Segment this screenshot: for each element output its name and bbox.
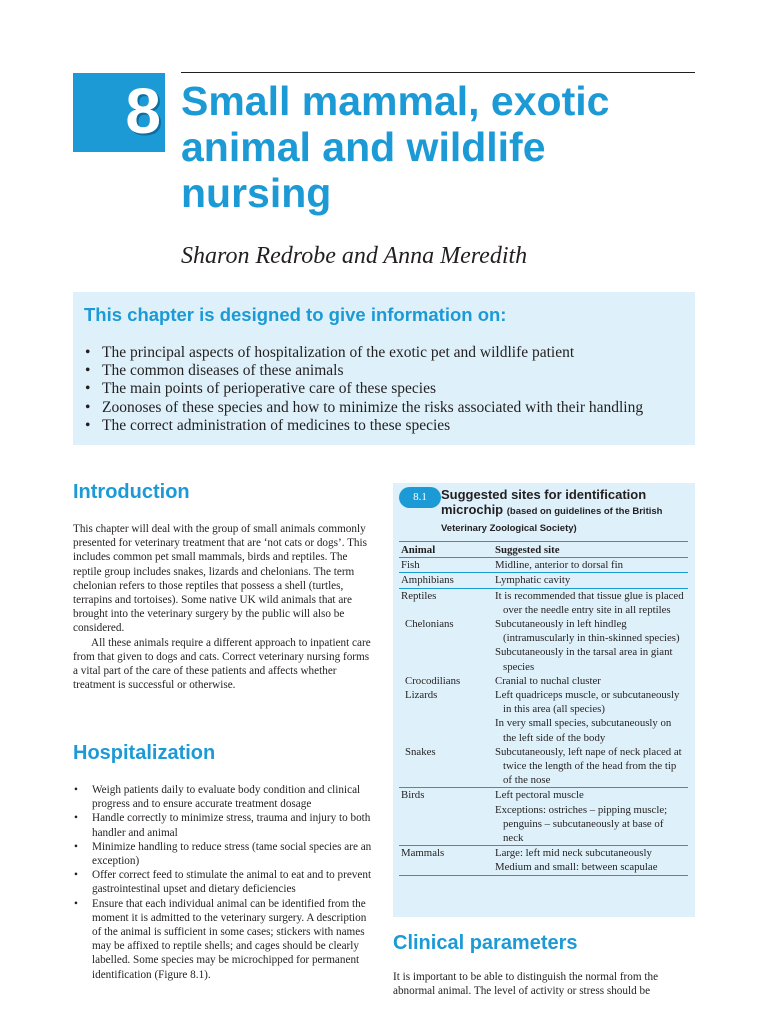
site-text: It is recommended that tissue glue is placed over the needle entry site in all reptiles: [495, 589, 684, 616]
figure-8-1: [393, 483, 695, 917]
introduction-paragraph: This chapter will deal with the group of small animals commonly presented for veterinary treatment that are ‘not cats or dogs’. This includes common pet small mammals, birds and reptiles. The reptile group includes snakes, lizards and chelonians. The term chelonian refers to those reptiles that possess a shell (turtles, terrapins and tortoises). Some native UK wild animals that are brought into the veterinary surgery by the public will also be considered.: [73, 523, 367, 635]
animal-cell: Amphibians: [399, 573, 493, 588]
introduction-paragraph: All these animals require a different approach to inpatient care from that given to dogs and cats. Correct veterinary nursing forms a vital part of the care of these patients and affects whether treatment is successful or otherwise.: [73, 636, 371, 692]
objectives-list: [85, 344, 643, 435]
microchip-sites-table: [399, 541, 688, 876]
table-row: [399, 573, 688, 588]
site-cell: [493, 745, 688, 788]
header-rule: [181, 72, 695, 73]
introduction-text: [73, 522, 375, 692]
site-text: Exceptions: ostriches – pipping muscle; penguins – subcutaneously at base of neck: [495, 803, 668, 845]
hospitalization-item: • Handle correctly to minimize stress, trauma and injury to both handler and animal: [73, 811, 375, 839]
clinical-parameters-text: It is important to be able to distinguish the normal from the abnormal animal. The level of activity or stress should be: [393, 971, 659, 998]
site-cell: [493, 588, 688, 617]
animal-cell: Snakes: [405, 745, 436, 758]
objectives-heading: This chapter is designed to give information on:: [84, 304, 507, 325]
site-cell: [493, 674, 688, 688]
animal-cell: Lizards: [405, 689, 438, 702]
site-text: Cranial to nuchal cluster: [495, 674, 601, 687]
site-text: Midline, anterior to dorsal fin: [495, 559, 624, 572]
site-text: Subcutaneously in the tarsal area in giant species: [495, 646, 673, 673]
clinical-parameters-heading: Clinical parameters: [393, 932, 578, 954]
chapter-title: Small mammal, exotic animal and wildlife nursing: [181, 78, 610, 216]
chapter-number: 8: [125, 75, 161, 147]
site-cell: [493, 558, 688, 573]
table-row: [399, 846, 688, 875]
site-cell: [493, 846, 688, 875]
animal-cell: Fish: [401, 559, 420, 572]
hospitalization-item: • Minimize handling to reduce stress (tame social species are an exception): [73, 840, 375, 868]
site-text: Medium and small: between scapulae: [495, 861, 658, 874]
figure-caption: [441, 487, 691, 536]
objective-item: • The correct administration of medicines to these species: [85, 417, 643, 435]
objectives-box: [73, 292, 695, 445]
table-header-animal: Animal: [399, 542, 493, 558]
hospitalization-item: • Weigh patients daily to evaluate body condition and clinical progress and to ensure accurate treatment dosage: [73, 783, 375, 811]
site-cell: [493, 573, 688, 588]
table-row: [399, 674, 688, 688]
animal-cell: Crocodilians: [405, 674, 461, 687]
objective-item: • Zoonoses of these species and how to minimize the risks associated with their handling: [85, 399, 643, 417]
site-cell: [493, 688, 688, 745]
objective-item: • The main points of perioperative care of these species: [85, 380, 643, 398]
site-text: Left quadriceps muscle, or subcutaneously in this area (all species): [495, 689, 680, 716]
animal-cell: Birds: [399, 788, 493, 846]
objective-item: • The principal aspects of hospitalization of the exotic pet and wildlife patient: [85, 344, 643, 362]
figure-caption-title: Suggested sites for identification microchip: [441, 487, 647, 517]
hospitalization-item: • Offer correct feed to stimulate the animal to eat and to prevent gastrointestinal upset and dietary deficiencies: [73, 868, 375, 896]
table-header-row: [399, 542, 688, 558]
animal-cell: Reptiles: [399, 588, 493, 617]
figure-caption-note: (based on guidelines of the British Veterinary Zoological Society): [441, 506, 663, 534]
chapter-number-box: [73, 73, 165, 152]
animal-cell: Chelonians: [405, 618, 454, 631]
chapter-authors: Sharon Redrobe and Anna Meredith: [181, 243, 528, 269]
objective-item: • The common diseases of these animals: [85, 362, 643, 380]
table-row: [399, 745, 688, 788]
hospitalization-heading: Hospitalization: [73, 742, 216, 764]
table-row: [399, 588, 688, 617]
table-header-site: Suggested site: [493, 542, 688, 558]
site-text: Large: left mid neck subcutaneously: [495, 847, 652, 860]
site-text: Lymphatic cavity: [495, 574, 571, 587]
table-row: [399, 558, 688, 573]
table-row: [399, 788, 688, 846]
site-text: Left pectoral muscle: [495, 789, 584, 802]
site-text: Subcutaneously, left nape of neck placed at twice the length of the head from the tip of the nose: [495, 745, 682, 787]
site-cell: [493, 617, 688, 674]
site-text: In very small species, subcutaneously on the left side of the body: [495, 717, 672, 744]
site-text: Subcutaneously in left hindleg (intramuscularly in thin-skinned species): [495, 618, 680, 645]
table-row: [399, 688, 688, 745]
hospitalization-item: • Ensure that each individual animal can be identified from the moment it is admitted to the veterinary surgery. A description of the animal is sufficient in some cases; stickers with names may be affixed to reptile shells; and cages should be clearly labelled. Some species may be microchipped for permanent identification (Figure 8.1).: [73, 897, 375, 982]
site-cell: [493, 788, 688, 846]
introduction-heading: Introduction: [73, 481, 190, 503]
table-row: [399, 617, 688, 674]
animal-cell: Mammals: [399, 846, 493, 875]
figure-number-badge: 8.1: [399, 487, 441, 508]
hospitalization-list: [73, 783, 375, 982]
